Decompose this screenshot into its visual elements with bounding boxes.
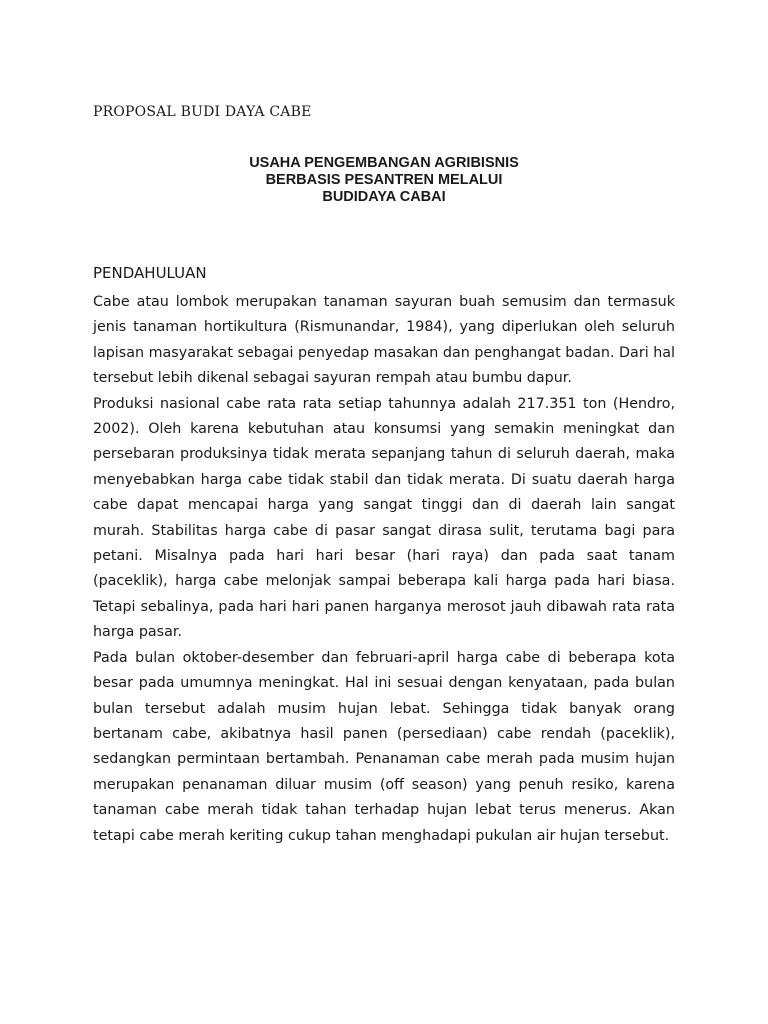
subtitle-line: BUDIDAYA CABAI [322,189,446,205]
paragraph: Pada bulan oktober-desember dan februari-april harga cabe di beberapa kota besar pada umumnya meningkat. Hal ini sesuai dengan kenyataan, pada bulan bulan tersebut adalah musim hujan lebat. Sehingga tidak banyak orang bertanam cabe, akibatnya hasil panen (persediaan) cabe rendah (paceklik), sedangkan permintaan bertambah. Penanaman cabe merah pada musim hujan merupakan penanaman diluar musim (off season) yang penuh resiko, karena tanaman cabe merah tidak tahan terhadap hujan lebat terus menerus. Akan tetapi cabe merah keriting cukup tahan menghadapi pukulan air hujan tersebut. [93,649,675,844]
paragraph: Produksi nasional cabe rata rata setiap tahunnya adalah 217.351 ton (Hendro, 2002). Oleh karena kebutuhan atau konsumsi yang semakin meningkat dan persebaran produksinya tidak merata sepanjang tahun di seluruh daerah, maka menyebabkan harga cabe tidak stabil dan tidak merata. Di suatu daerah harga cabe dapat mencapai harga yang sangat tinggi dan di daerah lain sangat murah. Stabilitas harga cabe di pasar sangat dirasa sulit, terutama bagi para petani. Misalnya pada hari hari besar (hari raya) dan pada saat tanam (paceklik), harga cabe melonjak sampai beberapa kali harga pada hari biasa. Tetapi sebalinya, pada hari hari panen harganya merosot jauh dibawah rata rata harga pasar. [93,395,675,641]
section-heading: PENDAHULUAN [93,264,207,282]
paragraph: Cabe atau lombok merupakan tanaman sayuran buah semusim dan termasuk jenis tanaman hortikultura (Rismunandar, 1984), yang diperlukan oleh seluruh lapisan masyarakat sebagai penyedap masakan dan penghangat badan. Dari hal tersebut lebih dikenal sebagai sayuran rempah atau bumbu dapur. [93,294,676,387]
section-body [93,290,675,849]
subtitle-line: USAHA PENGEMBANGAN AGRIBISNIS [249,155,519,171]
document-subtitle [93,155,675,206]
document-title: PROPOSAL BUDI DAYA CABE [93,104,312,120]
subtitle-line: BERBASIS PESANTREN MELALUI [265,172,503,188]
